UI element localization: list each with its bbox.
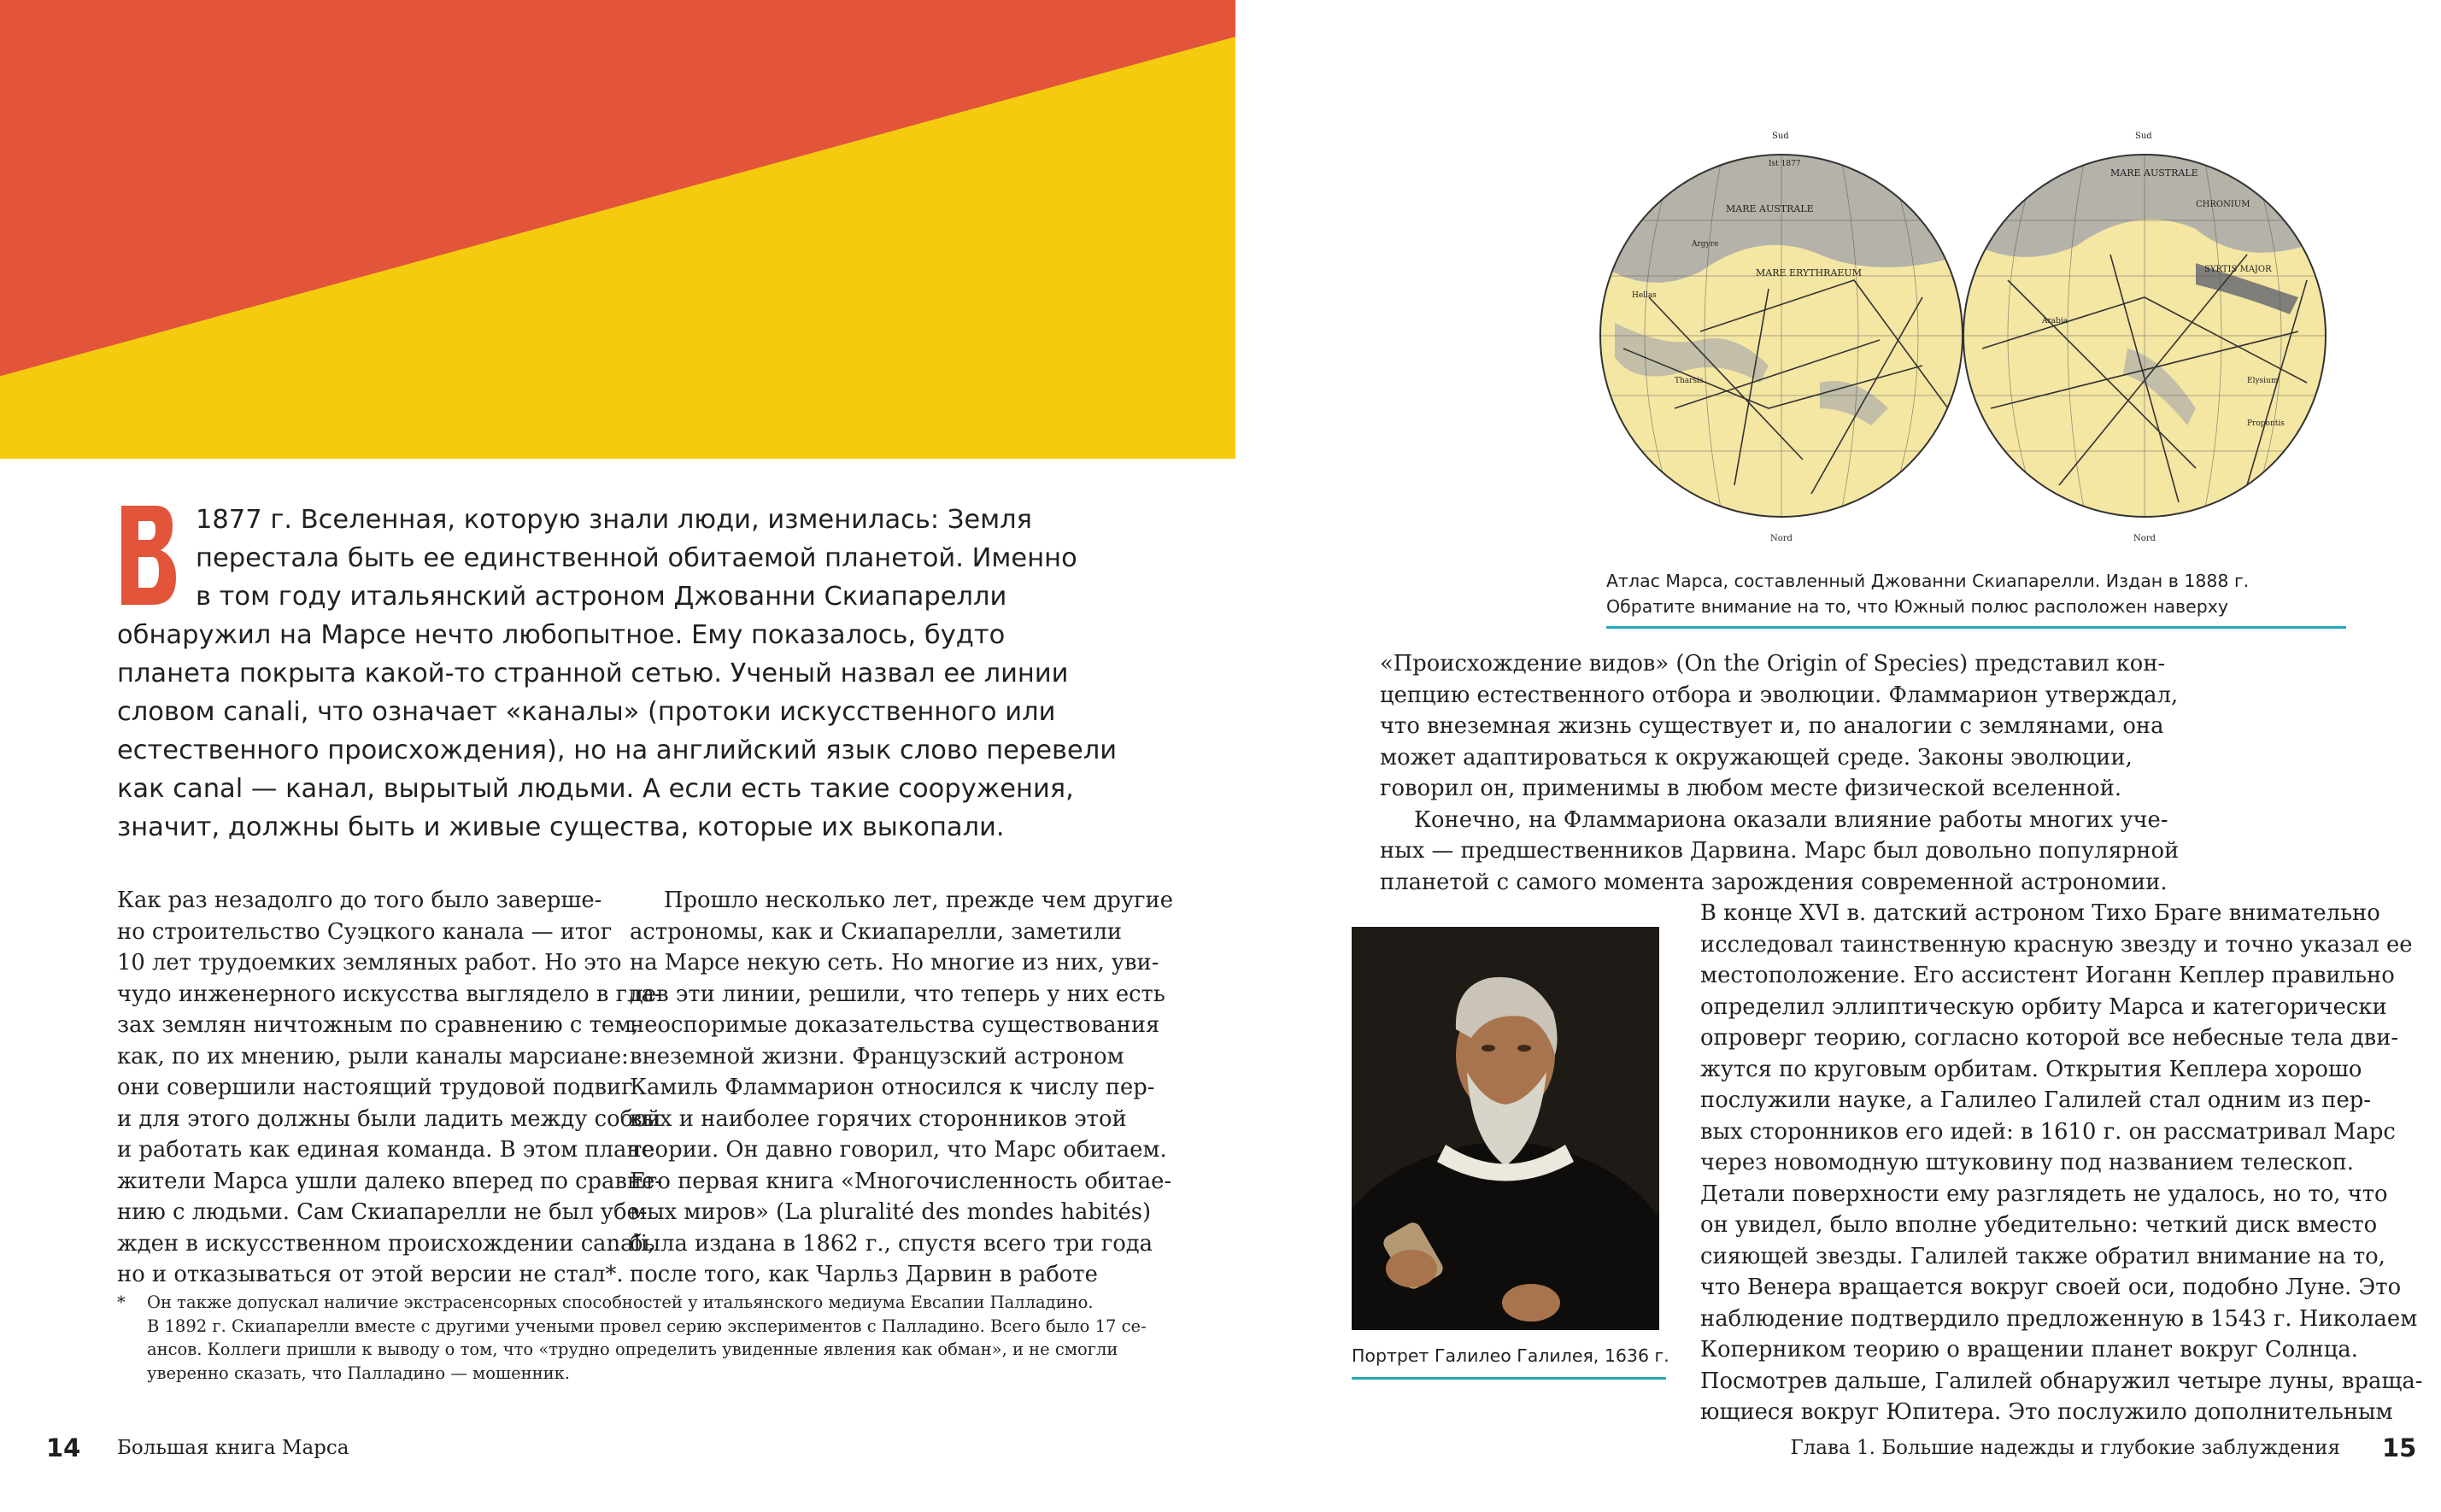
banner-red-triangle	[0, 0, 1235, 459]
body-line: нию с людьми. Сам Скиапарелли не был убе-	[117, 1199, 648, 1225]
footnote-marker: *	[117, 1292, 126, 1312]
body-line: опроверг теорию, согласно которой все небесные тела дви-	[1700, 1025, 2399, 1051]
body-line: Коперником теорию о вращении планет вокруг Солнца.	[1700, 1337, 2358, 1363]
lead-line: обнаружил на Марсе нечто любопытное. Ему показалось, будто	[117, 620, 1006, 650]
body-line: местоположение. Его ассистент Иоганн Кеплер правильно	[1700, 963, 2395, 988]
page-number-left: 14	[46, 1433, 81, 1462]
map-caption-line: Обратите внимание на то, что Южный полюс расположен наверху	[1606, 596, 2228, 617]
body-line: послужили науке, а Галилео Галилей стал одним из пер-	[1700, 1087, 2371, 1113]
body-line: Посмотрев дальше, Галилей обнаружил четыре луны, враща-	[1700, 1368, 2423, 1394]
footnote	[117, 1291, 1147, 1385]
running-head-book-title: Большая книга Марса	[117, 1437, 349, 1459]
body-line: дев эти линии, решили, что теперь у них есть	[630, 981, 1165, 1007]
body-line: но и отказываться от этой версии не стал*.	[117, 1262, 624, 1287]
body-line: жден в искусственном происхождении canali,	[117, 1230, 655, 1257]
map-label: Nord	[2133, 534, 2156, 543]
page-number-right: 15	[2382, 1433, 2417, 1462]
map-label: Propontis	[2247, 419, 2285, 428]
banner-graphic	[0, 0, 1235, 459]
map-hemisphere-right	[1961, 126, 2328, 545]
map-label: Sud	[2135, 132, 2152, 141]
map-label: Tharsis	[1675, 377, 1704, 385]
body-line: через новомодную штуковину под названием телескоп.	[1700, 1150, 2355, 1175]
body-line: Его первая книга «Многочисленность обитае-	[630, 1168, 1172, 1194]
body-line: что Венера вращается вокруг своей оси, подобно Луне. Это	[1700, 1275, 2402, 1300]
footnote-line: Он также допускал наличие экстрасенсорных способностей у итальянского медиума Евсапии Палладино.	[147, 1292, 1094, 1312]
body-line: ных — предшественников Дарвина. Марс был довольно популярной	[1380, 838, 2180, 864]
body-line: исследовал таинственную красную звезду и точно указал ее	[1700, 931, 2413, 958]
body-line: но строительство Суэцкого канала — итог	[117, 918, 613, 945]
map-label: Sud	[1772, 132, 1789, 141]
body-line: сияющей звезды. Галилей также обратил внимание на то,	[1700, 1243, 2385, 1269]
body-line: Конечно, на Фламмариона оказали влияние работы многих уче-	[1414, 806, 2168, 833]
lead-paragraph	[117, 501, 1118, 847]
body-column-1	[117, 885, 663, 1291]
map-label: Ist 1877	[1769, 160, 1801, 168]
running-head-chapter-title: Глава 1. Большие надежды и глубокие заблуждения	[1790, 1437, 2340, 1459]
body-line: они совершили настоящий трудовой подвиг	[117, 1075, 633, 1100]
body-line: неоспоримые доказательства существования	[630, 1012, 1160, 1038]
body-line: как, по их мнению, рыли каналы марсиане:	[117, 1043, 629, 1070]
caption-rule	[1606, 626, 2346, 629]
body-line: вых сторонников его идей: в 1610 г. он рассматривал Марс	[1700, 1118, 2396, 1145]
body-line: Детали поверхности ему разглядеть не удалось, но то, что	[1700, 1181, 2388, 1207]
map-label: MARE AUSTRALE	[1726, 203, 1814, 214]
lead-line: словом canali, что означает «каналы» (протоки искусственного или	[117, 697, 1056, 727]
body-line: астрономы, как и Скиапарелли, заметили	[630, 918, 1123, 945]
body-line: зах землян ничтожным по сравнению с тем,	[117, 1012, 639, 1038]
footnote-line: В 1892 г. Скиапарелли вместе с другими учеными провел серию экспериментов с Палладино. Всего было 17 се-	[147, 1316, 1147, 1336]
lead-line: естественного происхождения), но на английский язык слово перевели	[117, 735, 1118, 765]
map-caption-line: Атлас Марса, составленный Джованни Скиапарелли. Издан в 1888 г.	[1606, 571, 2250, 591]
lead-line: в том году итальянский астроном Джованни Скиапарелли	[196, 582, 1007, 612]
map-label: SYRTIS MAJOR	[2204, 265, 2272, 274]
map-label: CHRONIUM	[2196, 200, 2250, 209]
body-line: внеземной жизни. Французский астроном	[630, 1043, 1124, 1070]
body-line: определил эллиптическую орбиту Марса и категорически	[1700, 993, 2387, 1020]
body-line: и работать как единая команда. В этом плане	[117, 1137, 654, 1163]
body-line: что внеземная жизнь существует и, по аналогии с землянами, она	[1380, 713, 2164, 739]
lead-line: перестала быть ее единственной обитаемой планетой. Именно	[196, 543, 1077, 573]
body-line: планетой с самого момента зарождения современной астрономии.	[1380, 869, 2168, 895]
body-line: ющиеся вокруг Юпитера. Это послужило дополнительным	[1700, 1399, 2393, 1425]
body-column-3	[1380, 648, 2423, 1428]
mars-atlas-map	[1598, 126, 2328, 545]
map-label: Hellas	[1632, 291, 1657, 300]
map-label: MARE ERYTHRAEUM	[1756, 267, 1862, 278]
map-label: Nord	[1770, 534, 1793, 543]
map-label: Elysium	[2247, 377, 2279, 385]
map-caption	[1606, 568, 2341, 619]
body-line: Камиль Фламмарион относился к числу пер-	[630, 1075, 1155, 1100]
body-line: говорил он, применимы в любом месте физической вселенной.	[1380, 776, 2122, 801]
body-line: на Марсе некую сеть. Но многие из них, уви-	[630, 950, 1159, 976]
lead-line: 1877 г. Вселенная, которую знали люди, изменилась: Земля	[196, 505, 1033, 535]
lead-line: значит, должны быть и живые существа, которые их выкопали.	[117, 812, 1005, 842]
body-line: жутся по круговым орбитам. Открытия Кеплера хорошо	[1700, 1056, 2362, 1082]
lead-line: как canal — канал, вырытый людьми. А если есть такие сооружения,	[117, 774, 1074, 804]
body-column-2	[630, 885, 1174, 1291]
body-line: чудо инженерного искусства выглядело в гла-	[117, 981, 662, 1007]
body-line: вых и наиболее горячих сторонников этой	[630, 1105, 1127, 1132]
body-line: и для этого должны были ладить между собой	[117, 1105, 661, 1132]
body-line: В конце XVI в. датский астроном Тихо Браге внимательно	[1700, 900, 2380, 926]
lead-line: планета покрыта какой-то странной сетью. Ученый назвал ее линии	[117, 659, 1069, 689]
body-line: может адаптироваться к окружающей среде. Законы эволюции,	[1380, 744, 2133, 771]
body-line: 10 лет трудоемких земляных работ. Но это	[117, 950, 622, 976]
body-line: он увидел, было вполне убедительно: четкий диск вместо	[1700, 1212, 2378, 1238]
map-label: Arabia	[2042, 317, 2068, 325]
body-line: жители Марса ушли далеко вперед по сравне-	[117, 1168, 663, 1194]
map-hemisphere-left	[1598, 126, 1965, 545]
footnote-line: ансов. Коллеги пришли к выводу о том, что «трудно определить увиденные явления как обман», и не смогли	[147, 1339, 1118, 1359]
body-line: мых миров» (La pluralité des mondes habités)	[630, 1199, 1152, 1225]
footnote-line: уверенно сказать, что Палладино — мошенник.	[147, 1363, 570, 1383]
body-line: цепцию естественного отбора и эволюции. Фламмарион утверждал,	[1380, 682, 2179, 708]
portrait-caption: Портрет Галилео Галилея, 1636 г.	[1352, 1345, 1669, 1366]
map-label: MARE AUSTRALE	[2110, 167, 2198, 179]
body-line: была издана в 1862 г., спустя всего три года	[630, 1230, 1153, 1257]
body-line: Прошло несколько лет, прежде чем другие	[664, 888, 1174, 913]
body-line: после того, как Чарльз Дарвин в работе	[630, 1262, 1098, 1287]
body-line: наблюдение подтвердило предложенную в 1543 г. Николаем	[1700, 1305, 2418, 1332]
body-line: теории. Он давно говорил, что Марс обитаем.	[630, 1137, 1167, 1163]
map-label: Argyre	[1692, 240, 1719, 249]
body-line: Как раз незадолго до того было заверше-	[117, 888, 602, 913]
body-line: «Происхождение видов» (On the Origin of Species) представил кон-	[1380, 651, 2166, 677]
